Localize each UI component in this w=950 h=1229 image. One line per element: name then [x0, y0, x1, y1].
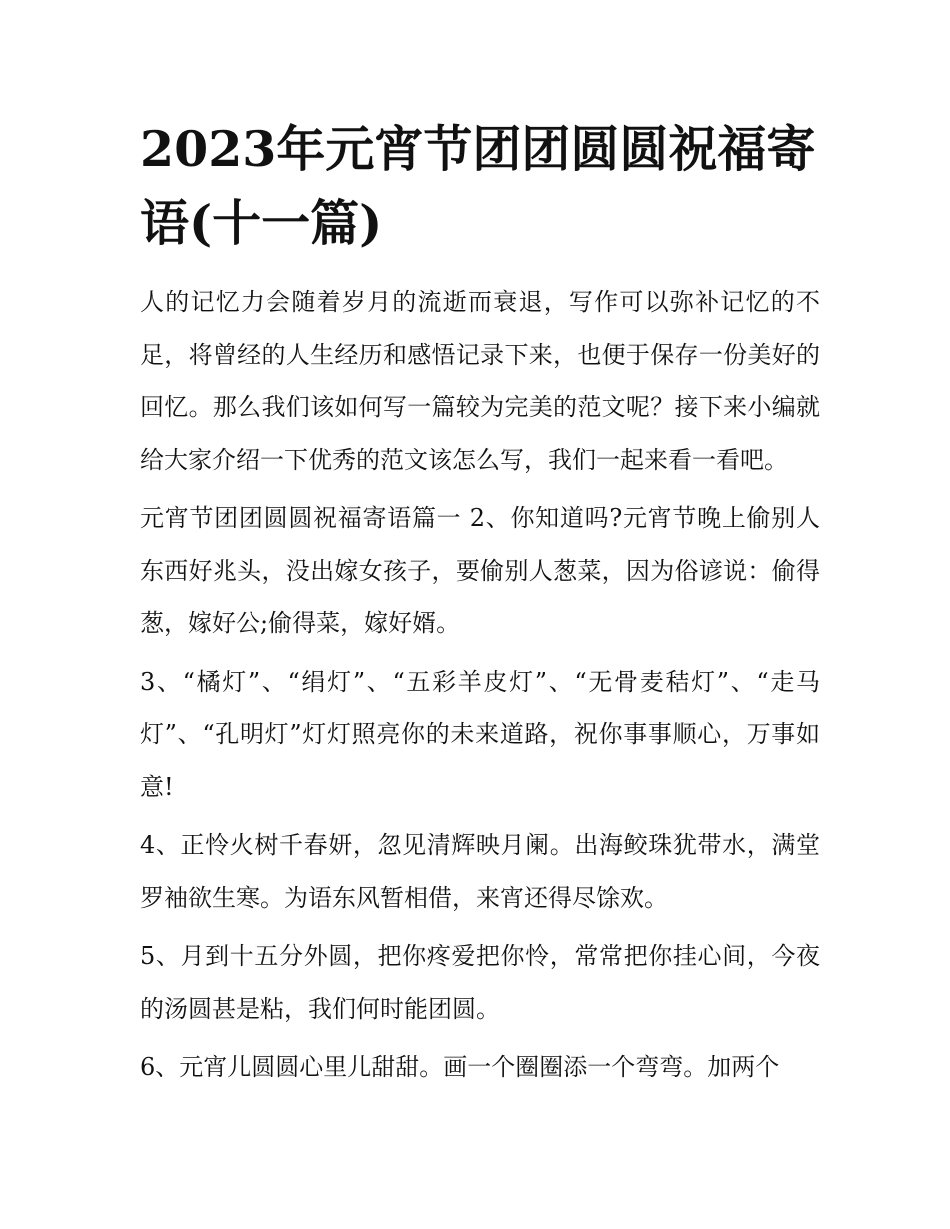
document-body [140, 276, 820, 1100]
paragraph-4: 4、正怜火树千春妍，忽见清辉映月阑。出海鲛珠犹带水，满堂罗袖欲生寒。为语东风暂相借，来宵还得尽馀欢。 [140, 831, 820, 912]
paragraph-1-2: 元宵节团团圆圆祝福寄语篇一 2、你知道吗?元宵节晚上偷别人东西好兆头，没出嫁女孩子，要偷别人葱菜，因为俗谚说：偷得葱，嫁好公;偷得菜，嫁好婿。 [140, 504, 820, 637]
document-title: 2023年元宵节团团圆圆祝福寄语(十一篇) [140, 120, 816, 252]
paragraph-6: 6、元宵儿圆圆心里儿甜甜。画一个圈圈添一个弯弯。加两个 [140, 1053, 780, 1081]
intro-paragraph: 人的记忆力会随着岁月的流逝而衰退，写作可以弥补记忆的不足，将曾经的人生经历和感悟记录下来，也便于保存一份美好的回忆。那么我们该如何写一篇较为完美的范文呢？接下来小编就给大家介绍一下优秀的范文该怎么写，我们一起来看一看吧。 [140, 288, 820, 474]
paragraph-3: 3、“橘灯”、“绢灯”、“五彩羊皮灯”、“无骨麦秸灯”、“走马灯”、“孔明灯”灯灯照亮你的未来道路，祝你事事顺心，万事如意! [140, 667, 820, 801]
paragraph-5: 5、月到十五分外圆，把你疼爱把你怜，常常把你挂心间，今夜的汤圆甚是粘，我们何时能团圆。 [140, 942, 820, 1023]
